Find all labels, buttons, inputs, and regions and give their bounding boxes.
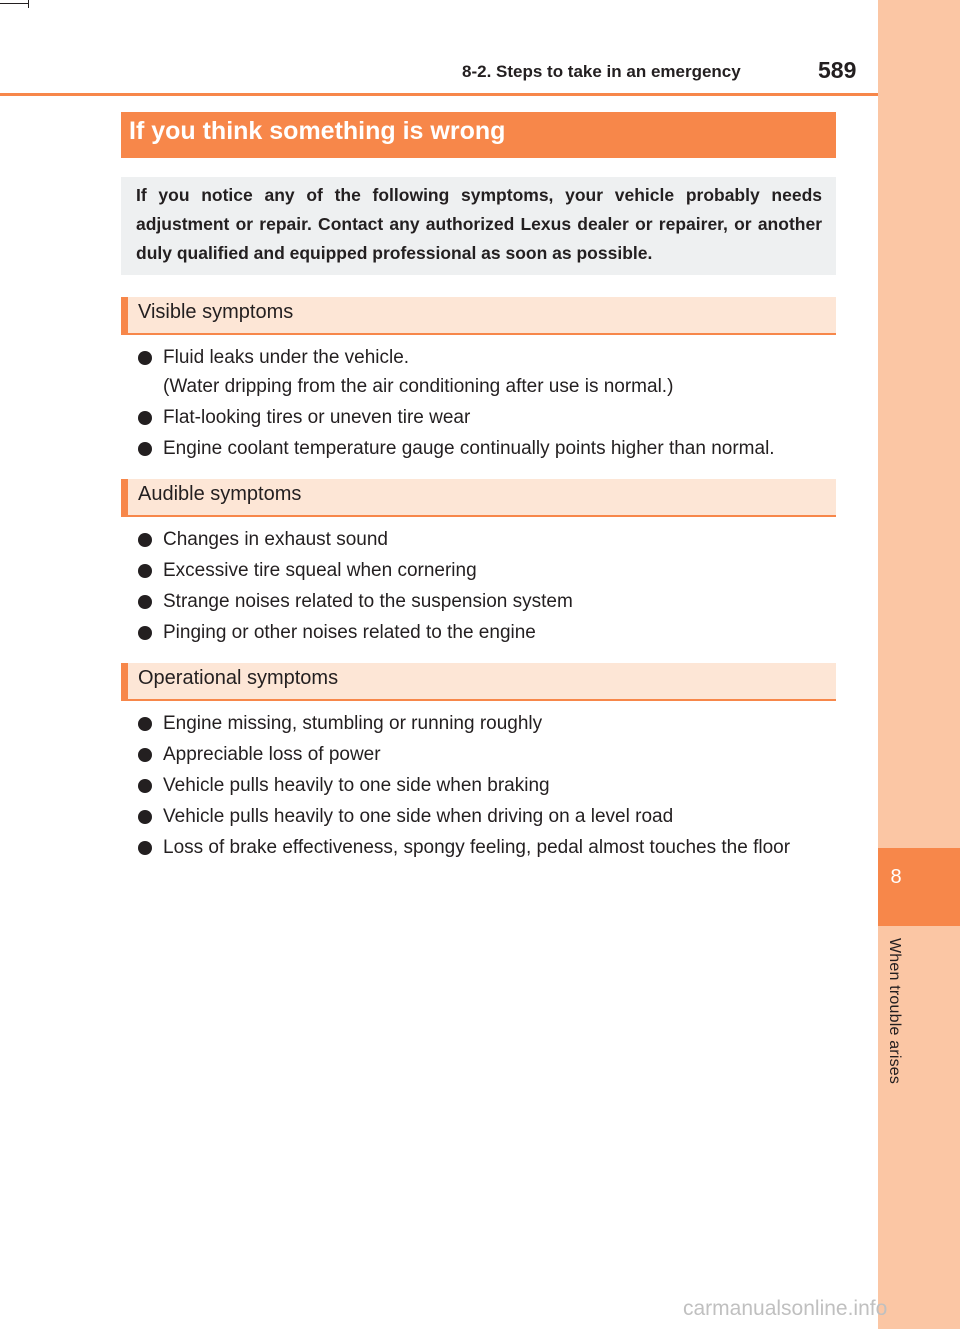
bullet-icon bbox=[138, 411, 152, 425]
list-item-text: Engine coolant temperature gauge continually points higher than normal. bbox=[163, 438, 775, 459]
watermark-link[interactable]: carmanualsonline.info bbox=[683, 1297, 888, 1320]
bullet-icon bbox=[138, 810, 152, 824]
list-item-text: Changes in exhaust sound bbox=[163, 529, 388, 550]
page-title-bar bbox=[121, 112, 836, 158]
bullet-icon bbox=[138, 595, 152, 609]
list-item bbox=[138, 740, 838, 769]
bullet-icon bbox=[138, 533, 152, 547]
section-heading-label: Visible symptoms bbox=[138, 301, 294, 323]
bullet-icon bbox=[138, 442, 152, 456]
list-item bbox=[138, 343, 838, 401]
crop-mark bbox=[28, 0, 29, 8]
heading-accent-bar bbox=[121, 663, 128, 699]
section-heading-label: Audible symptoms bbox=[138, 483, 302, 505]
list-item bbox=[138, 833, 838, 862]
heading-accent-bar bbox=[121, 479, 128, 515]
list-item-text: Appreciable loss of power bbox=[163, 744, 381, 765]
list-item bbox=[138, 771, 838, 800]
section-heading-operational bbox=[121, 663, 836, 701]
list-item bbox=[138, 525, 838, 554]
intro-text: If you notice any of the following symptoms, your vehicle probably needs adjustment or repair. Contact any authorized Lexus dealer or repairer, or another duly qualified and equipped professional as soon as possible. bbox=[136, 185, 822, 263]
list-item bbox=[138, 556, 838, 585]
list-item bbox=[138, 434, 838, 463]
list-item bbox=[138, 587, 838, 616]
list-item-text: Strange noises related to the suspension system bbox=[163, 591, 573, 612]
header-rule bbox=[0, 93, 878, 96]
bullet-icon bbox=[138, 564, 152, 578]
visible-symptoms-list bbox=[138, 343, 838, 465]
list-item bbox=[138, 709, 838, 738]
crop-mark bbox=[0, 3, 28, 4]
bullet-icon bbox=[138, 748, 152, 762]
heading-accent-bar bbox=[121, 297, 128, 333]
page-number: 589 bbox=[818, 57, 857, 83]
list-item-text: Pinging or other noises related to the engine bbox=[163, 622, 536, 643]
list-item-text: Loss of brake effectiveness, spongy feeling, pedal almost touches the floor bbox=[163, 837, 791, 858]
list-item-text: Vehicle pulls heavily to one side when braking bbox=[163, 775, 550, 796]
header-section-title: 8-2. Steps to take in an emergency bbox=[462, 62, 741, 81]
list-item-note: (Water dripping from the air conditioning after use is normal.) bbox=[163, 376, 674, 397]
list-item bbox=[138, 403, 838, 432]
list-item bbox=[138, 618, 838, 647]
intro-box bbox=[121, 177, 836, 275]
list-item-text: Excessive tire squeal when cornering bbox=[163, 560, 477, 581]
list-item-text: Engine missing, stumbling or running roughly bbox=[163, 713, 543, 734]
section-heading-visible bbox=[121, 297, 836, 335]
bullet-icon bbox=[138, 626, 152, 640]
bullet-icon bbox=[138, 779, 152, 793]
bullet-icon bbox=[138, 841, 152, 855]
page-title: If you think something is wrong bbox=[129, 117, 506, 145]
list-item-text: Fluid leaks under the vehicle. bbox=[163, 347, 410, 368]
section-heading-audible bbox=[121, 479, 836, 517]
bullet-icon bbox=[138, 351, 152, 365]
list-item bbox=[138, 802, 838, 831]
bullet-icon bbox=[138, 717, 152, 731]
audible-symptoms-list bbox=[138, 525, 838, 649]
chapter-title: When trouble arises bbox=[886, 938, 903, 1085]
chapter-sidebar bbox=[878, 0, 960, 1329]
operational-symptoms-list bbox=[138, 709, 838, 864]
section-heading-label: Operational symptoms bbox=[138, 667, 339, 689]
list-item-text: Vehicle pulls heavily to one side when driving on a level road bbox=[163, 806, 674, 827]
list-item-text: Flat-looking tires or uneven tire wear bbox=[163, 407, 471, 428]
chapter-number: 8 bbox=[890, 866, 902, 888]
